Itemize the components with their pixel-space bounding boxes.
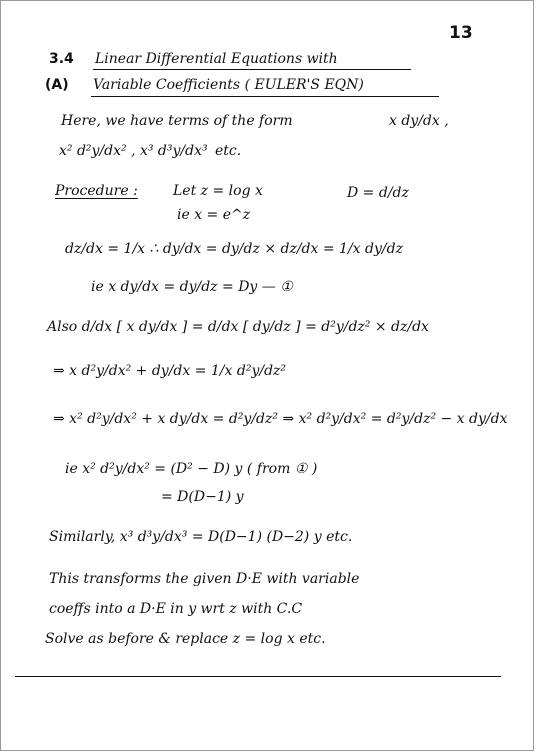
eq-line-5: ⇒ x² d²y/dx² + x dy/dx = d²y/dz² ⇒ x² d²y/dx² = d²y/dz² − x dy/dx bbox=[53, 411, 508, 427]
title-underline-2 bbox=[91, 96, 439, 97]
eq-line-3: Also d/dx [ x dy/dx ] = d/dx [ dy/dz ] = d²y/dz² × dz/dx bbox=[47, 319, 429, 335]
page-number: 13 bbox=[449, 23, 473, 43]
procedure-D-def: D = d/dz bbox=[347, 185, 409, 201]
text-line-1: This transforms the given D·E with variable bbox=[49, 571, 360, 587]
section-label: (A) bbox=[45, 77, 69, 93]
intro-term1: x dy/dx , bbox=[389, 113, 449, 129]
intro-term2: x² d²y/dx² , x³ d³y/dx³ bbox=[59, 143, 208, 159]
eq-line-4: ⇒ x d²y/dx² + dy/dx = 1/x d²y/dz² bbox=[53, 363, 287, 379]
text-line-2: coeffs into a D·E in y wrt z with C.C bbox=[49, 601, 303, 617]
text-line-3: Solve as before & replace z = log x etc. bbox=[45, 631, 326, 647]
eq-line-1: dz/dx = 1/x ∴ dy/dx = dy/dz × dz/dx = 1/x dy/dz bbox=[65, 241, 403, 257]
procedure-label: Procedure : bbox=[55, 183, 138, 199]
procedure-ie: ie x = e^z bbox=[177, 207, 251, 223]
eq-line-2: ie x dy/dx = dy/dz = Dy — ① bbox=[91, 279, 293, 295]
eq-line-8: Similarly, x³ d³y/dx³ = D(D−1) (D−2) y etc. bbox=[49, 529, 353, 545]
bottom-rule bbox=[15, 676, 501, 677]
procedure-let: Let z = log x bbox=[173, 183, 263, 199]
title-underline-1 bbox=[93, 69, 411, 70]
section-title-line1: Linear Differential Equations with bbox=[95, 51, 338, 67]
eq-line-7: = D(D−1) y bbox=[161, 489, 244, 505]
intro-etc: etc. bbox=[215, 143, 242, 159]
section-number: 3.4 bbox=[49, 51, 74, 67]
eq-line-6: ie x² d²y/dx² = (D² − D) y ( from ① ) bbox=[65, 461, 318, 477]
section-title-line2: Variable Coefficients ( EULER'S EQN) bbox=[93, 77, 364, 93]
intro-text: Here, we have terms of the form bbox=[61, 113, 293, 129]
